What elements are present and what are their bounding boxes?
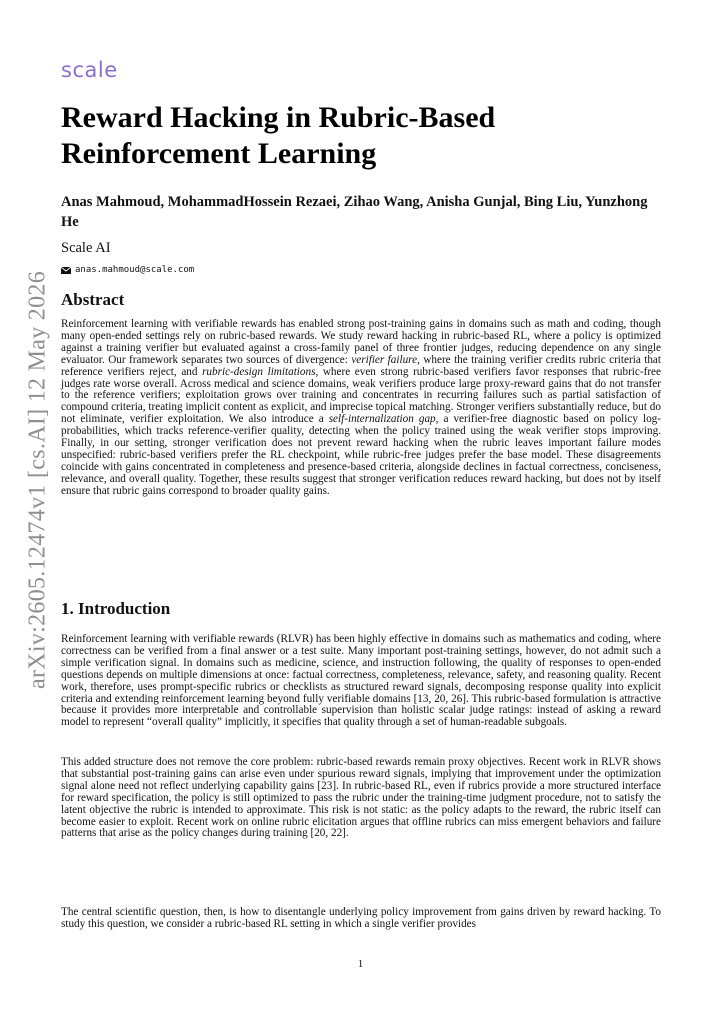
abstract-text-4: , a verifier-free diagnostic based on policy log-probabilities, which tracks reference-verifier quality, detecting when the policy trained using the weak verifier stops improving. Finally, in our setting, stronger verification does not prevent reward hacking when the rubric leaves important failure modes unspecified: rubric-based verifiers prefer the RL checkpoint, while rubric-free judges prefer the base model. These disagreements coincide with gains concentrated in completeness and presence-based criteria, alongside declines in factual correctness, conciseness, relevance, and overall quality. Together, these results suggest that stronger verification reduces reward hacking, but does not by itself ensure that rubric gains correspond to broader quality gains. <box>61 413 661 497</box>
abstract-emphasis-2: rubric-design limitations <box>202 365 316 378</box>
abstract-emphasis-3: self-internalization gap <box>328 413 436 426</box>
intro-paragraph-1: Reinforcement learning with verifiable rewards (RLVR) has been highly effective in domains such as mathematics and coding, where correctness can be verified from a final answer or a test suite. Many important post-training settings, however, do not admit such a simple verification signal. In domains such as medicine, science, and instruction following, the quality of responses to open-ended questions depends on multiple dimensions at once: factual correctness, completeness, relevance, safety, and reasoning quality. Recent work, therefore, uses prompt-specific rubrics or checklists as structured reward signals, decomposing response quality into explicit criteria and extending reinforcement learning beyond fully verifiable domains [13, 20, 26]. This rubric-based formulation is attractive because it provides more interpretable and controllable supervision than holistic scalar judge ratings: instead of asking a reward model to represent “overall quality” implicitly, it specifies that quality through a set of human-readable subgoals. <box>61 633 661 729</box>
paper-title: Reward Hacking in Rubric-Based Reinforcement Learning <box>61 101 496 170</box>
page-number: 1 <box>357 958 364 970</box>
author-list: Anas Mahmoud, MohammadHossein Rezaei, Zihao Wang, Anisha Gunjal, Bing Liu, Yunzhong He <box>61 194 648 230</box>
affiliation: Scale AI <box>61 240 111 256</box>
email-line <box>61 265 194 275</box>
abstract-text-2: , where the training verifier credits rubric criteria that reference verifiers reject, and <box>61 353 661 378</box>
abstract-text-1: Reinforcement learning with verifiable rewards has enabled strong post-training gains in domains such as math and coding, though many open-ended settings rely on rubric-based rewards. We study reward hacking in rubric-based RL, where a policy is optimized against a training verifier but evaluated against a cross-family panel of three frontier judges, reducing dependence on any single evaluator. Our framework separates two sources of divergence: <box>61 318 661 366</box>
abstract-body <box>61 319 661 498</box>
envelope-icon <box>61 267 71 274</box>
intro-paragraph-2: This added structure does not remove the core problem: rubric-based rewards remain proxy objectives. Recent work in RLVR shows that substantial post-training gains can arise even under spurious reward signals, implying that improvement under the optimization signal alone need not reflect underlying capability gains [23]. In rubric-based RL, even if rubrics provide a more structured interface for reward specification, the policy is still optimized to pass the rubric under the training-time judgment procedure, not to satisfy the latent objective the rubric is intended to approximate. This risk is not static: as the policy adapts to the reward, the rubric itself can become easier to exploit. Recent work on online rubric elicitation argues that offline rubrics can miss emergent behaviors and failure patterns that arise as the policy changes during training [20, 22]. <box>61 756 661 840</box>
introduction-heading: 1. Introduction <box>61 599 171 618</box>
abstract-text-3: , where even strong rubric-based verifiers favor responses that rubric-free judges rate worse overall. Across medical and science domains, weak verifiers produce large proxy-reward gains that do not transfer to the reference verifiers; exploitation grows over training and concentrates in recurring failures such as partial satisfaction of compound criteria, treating implicit content as explicit, and imprecise topical matching. Stronger verifiers substantially reduce, but do not eliminate, verifier exploitation. We also introduce a <box>61 365 661 426</box>
scale-logo: scale <box>61 58 118 82</box>
intro-paragraph-3: The central scientific question, then, is how to disentangle underlying policy improvement from gains driven by reward hacking. To study this question, we consider a rubric-based RL setting in which a single verifier provides <box>61 906 661 930</box>
arxiv-identifier[interactable]: arXiv:2605.12474v1 [cs.AI] 12 May 2026 <box>24 270 51 690</box>
abstract-heading: Abstract <box>61 290 125 309</box>
email-address[interactable]: anas.mahmoud@scale.com <box>75 265 195 275</box>
abstract-emphasis-1: verifier failure <box>351 353 418 366</box>
